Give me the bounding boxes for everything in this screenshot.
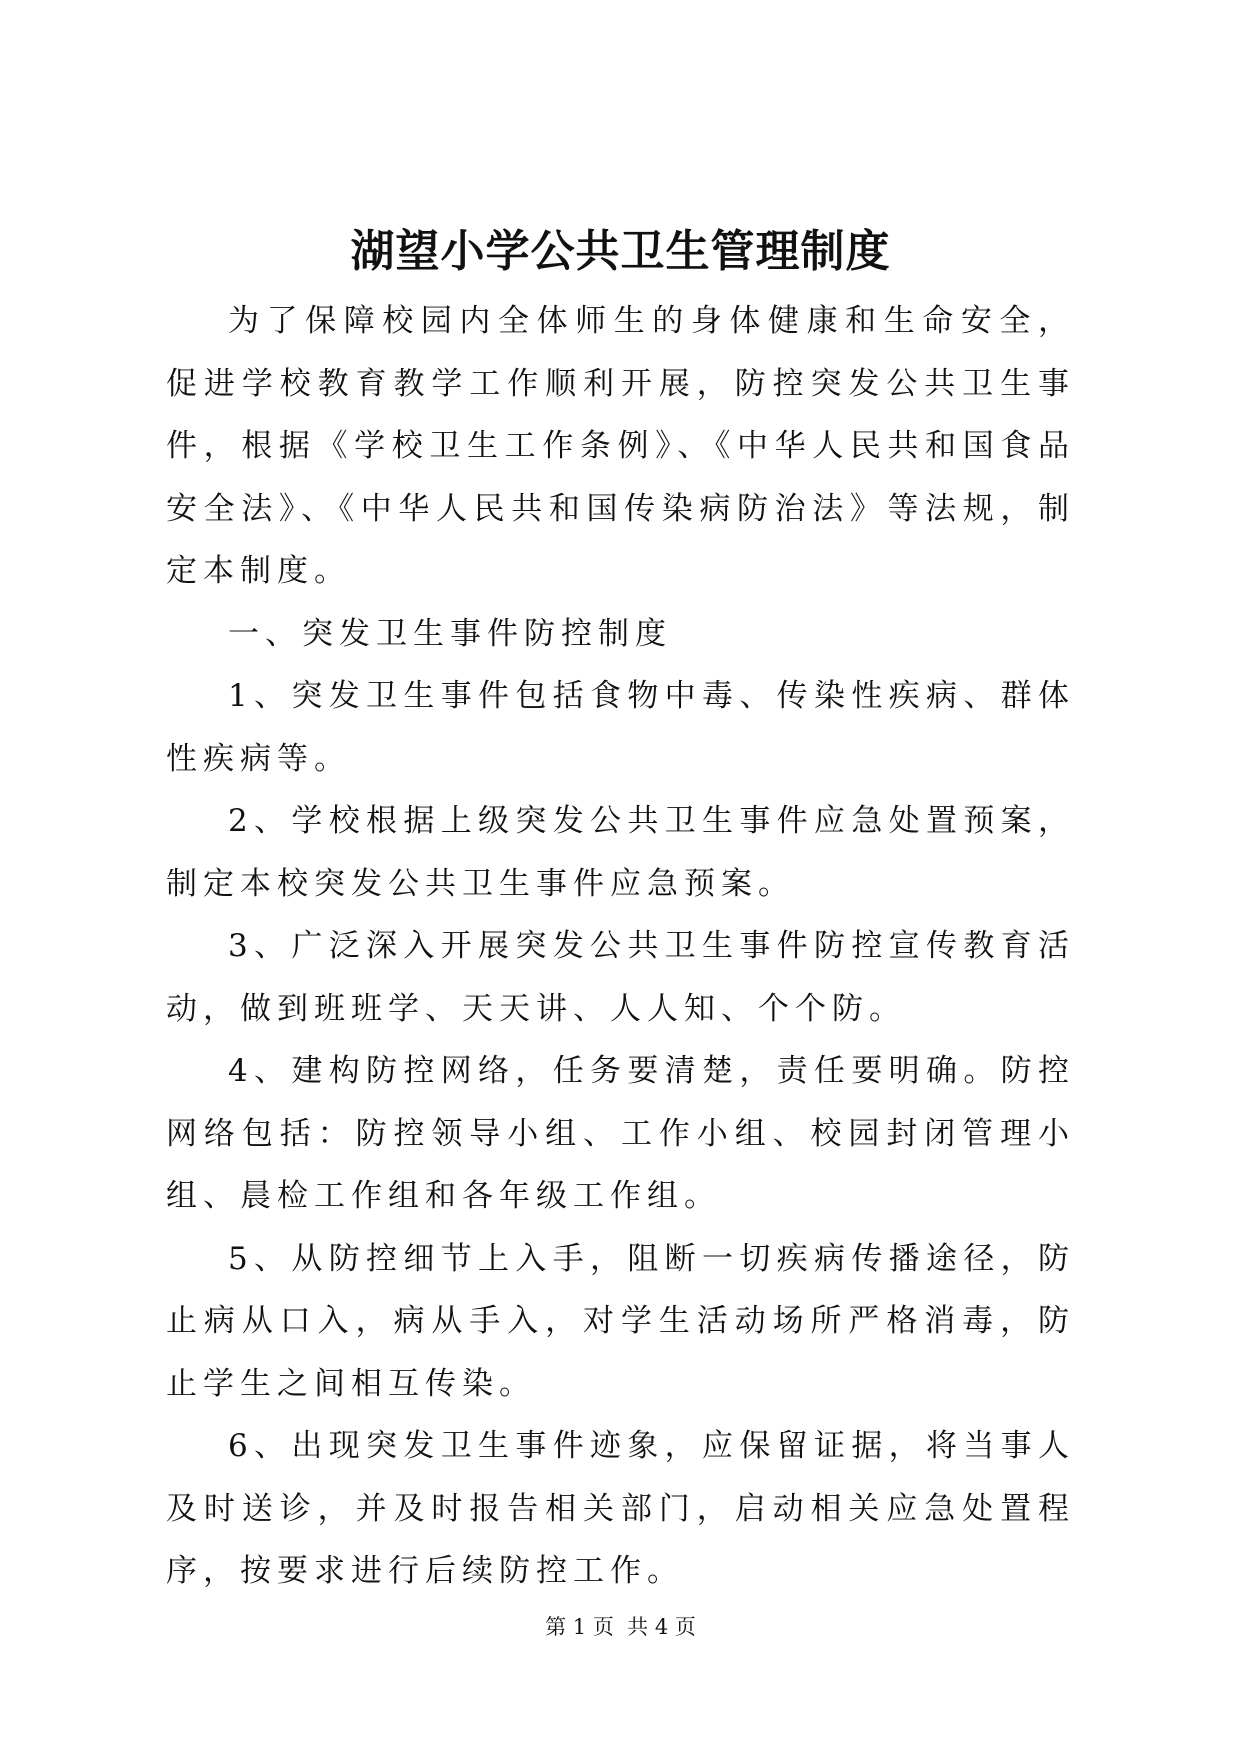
document-title: 湖望小学公共卫生管理制度 [350,226,891,277]
page-number: 第 1 页 共 4 页 [545,1615,696,1639]
document-body [166,290,1075,1603]
list-item: 6、出现突发卫生事件迹象，应保留证据，将当事人及时送诊，并及时报告相关部门，启动相关应急处置程序，按要求进行后续防控工作。 [166,1428,1075,1589]
list-item: 5、从防控细节上入手，阻断一切疾病传播途径，防止病从口入，病从手入，对学生活动场所严格消毒，防止学生之间相互传染。 [166,1240,1075,1402]
section-heading: 一、突发卫生事件防控制度 [228,615,672,652]
list-item: 4、建构防控网络，任务要清楚，责任要明确。防控网络包括：防控领导小组、工作小组、校园封闭管理小组、晨检工作组和各年级工作组。 [166,1053,1075,1214]
page-footer [0,1612,1241,1642]
list-item: 1、突发卫生事件包括食物中毒、传染性疾病、群体性疾病等。 [166,678,1075,777]
intro-paragraph: 为了保障校园内全体师生的身体健康和生命安全，促进学校教育教学工作顺利开展，防控突发公共卫生事件，根据《学校卫生工作条例》、《中华人民共和国食品安全法》、《中华人民共和国传染病防治法》等法规，制定本制度。 [166,303,1075,589]
list-item: 2、学校根据上级突发公共卫生事件应急处置预案，制定本校突发公共卫生事件应急预案。 [166,803,1075,902]
list-item: 3、广泛深入开展突发公共卫生事件防控宣传教育活动，做到班班学、天天讲、人人知、个个防。 [166,928,1075,1027]
